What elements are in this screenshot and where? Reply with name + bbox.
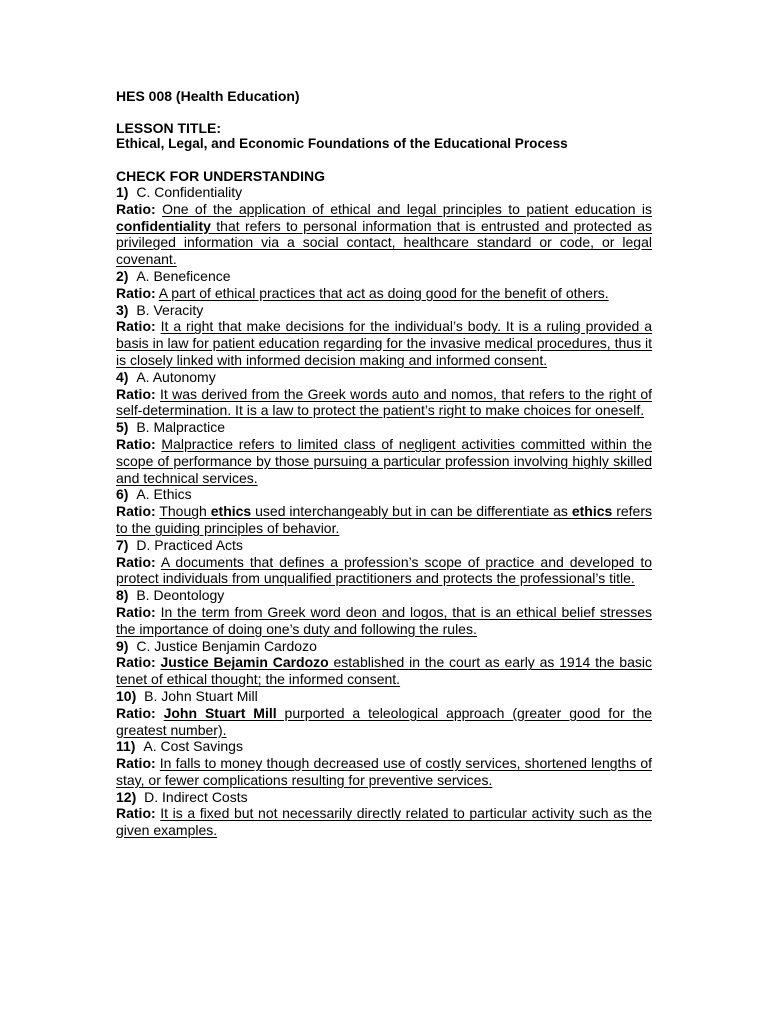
ratio-label: Ratio: <box>116 553 156 570</box>
question-line <box>116 302 652 319</box>
answer-choice: B. Veracity <box>136 301 204 318</box>
ratio-emphasis: confidentiality <box>116 217 211 234</box>
ratio-segment: A part of ethical practices that act as doing good for the benefit of others. <box>158 284 609 301</box>
ratio-text <box>116 805 652 838</box>
question-line <box>116 184 652 201</box>
answer-item <box>116 688 652 738</box>
ratio-segment: In falls to money though decreased use of costly services, shortened lengths of stay, or fewer complications resulting for preventive services. <box>116 755 652 788</box>
answer-choice: D. Practiced Acts <box>136 536 243 553</box>
ratio-label: Ratio: <box>116 654 156 671</box>
answer-choice: B. Deontology <box>136 587 225 604</box>
answer-list <box>116 184 652 839</box>
ratio-paragraph <box>116 318 652 368</box>
answer-choice: A. Ethics <box>136 486 192 503</box>
ratio-segment: One of the application of ethical and legal principles to patient education is <box>162 200 652 217</box>
ratio-text <box>116 436 652 486</box>
answer-item <box>116 486 652 536</box>
question-number: 6) <box>116 486 129 503</box>
ratio-label: Ratio: <box>116 200 156 217</box>
answer-item <box>116 268 652 302</box>
ratio-segment: established in the court as early as 1914 the basic tenet of ethical thought; the informed consent. <box>116 654 652 688</box>
ratio-segment: In the term from Greek word deon and logos, that is an ethical belief stresses the importance of doing one’s duty and following the rules. <box>116 603 652 637</box>
ratio-paragraph <box>116 503 652 537</box>
ratio-segment: refers to the guiding principles of behavior. <box>116 503 652 536</box>
ratio-emphasis: Justice Bejamin Cardozo <box>160 654 329 671</box>
ratio-label: Ratio: <box>116 284 156 301</box>
answer-choice: B. John Stuart Mill <box>144 687 258 704</box>
ratio-paragraph <box>116 805 652 839</box>
answer-choice: D. Indirect Costs <box>144 788 248 805</box>
ratio-segment: Malpractice refers to limited class of negligent activities committed within the scope of performance by those pursuing a particular profession involving highly skilled and technical services. <box>116 435 653 486</box>
answer-item <box>116 587 652 637</box>
ratio-label: Ratio: <box>116 318 156 335</box>
answer-choice: A. Beneficence <box>136 267 231 284</box>
question-line <box>116 369 652 386</box>
question-number: 2) <box>116 267 129 284</box>
ratio-label: Ratio: <box>116 704 156 721</box>
section-heading: CHECK FOR UNDERSTANDING <box>116 168 325 184</box>
question-number: 3) <box>116 301 129 318</box>
answer-item <box>116 369 652 419</box>
course-subject: HES 008 (Health Education) <box>116 88 300 104</box>
answer-choice: C. Confidentiality <box>136 184 243 200</box>
ratio-segment: A documents that defines a profession’s scope of practice and developed to protect individuals from unqualified practitioners and protects the professional’s title. <box>116 553 652 587</box>
question-line <box>116 268 652 285</box>
lesson-title-label: LESSON TITLE: <box>116 120 221 136</box>
ratio-label: Ratio: <box>116 503 156 520</box>
question-number: 11) <box>116 738 136 755</box>
question-number: 5) <box>116 419 129 436</box>
question-number: 4) <box>116 368 129 385</box>
ratio-paragraph <box>116 604 652 638</box>
question-number: 12) <box>116 788 137 805</box>
ratio-segment: It a right that make decisions for the individual’s body. It is a ruling provided a basis in law for patient education regarding for the invasive medical procedures, thus it is closely linked with informed decision making and informed consent. <box>116 318 652 368</box>
ratio-text <box>116 604 652 637</box>
answer-choice: A. Autonomy <box>136 368 216 385</box>
ratio-label: Ratio: <box>116 385 156 402</box>
ratio-segment: purported a teleological approach (greater good for the greatest number). <box>116 704 653 738</box>
ratio-text <box>116 386 652 419</box>
question-line <box>116 738 652 755</box>
lesson-title: Ethical, Legal, and Economic Foundations of the Educational Process <box>116 136 568 151</box>
ratio-text <box>116 755 652 788</box>
question-number: 9) <box>116 637 129 654</box>
ratio-text <box>116 554 652 587</box>
ratio-paragraph <box>116 436 652 486</box>
question-number: 1) <box>116 184 129 200</box>
question-number: 8) <box>116 587 129 604</box>
question-line <box>116 486 652 503</box>
ratio-segment: Though <box>159 503 211 520</box>
ratio-paragraph <box>116 554 652 588</box>
answer-item <box>116 789 652 839</box>
answer-item <box>116 419 652 486</box>
ratio-segment: It is a fixed but not necessarily directly related to particular activity such as the given examples. <box>116 805 652 839</box>
answer-item <box>116 302 652 369</box>
question-line <box>116 537 652 554</box>
ratio-paragraph <box>116 201 652 268</box>
ratio-text <box>116 201 652 267</box>
answer-item <box>116 537 652 587</box>
ratio-label: Ratio: <box>116 805 156 822</box>
ratio-emphasis: ethics <box>571 503 613 520</box>
ratio-text <box>116 705 652 738</box>
ratio-label: Ratio: <box>116 755 156 772</box>
question-number: 7) <box>116 536 129 553</box>
answer-choice: C. Justice Benjamin Cardozo <box>136 637 317 654</box>
ratio-text <box>116 503 652 536</box>
question-line <box>116 638 652 655</box>
question-line <box>116 587 652 604</box>
answer-item <box>116 638 652 688</box>
question-line <box>116 419 652 436</box>
ratio-paragraph <box>116 386 652 420</box>
ratio-text <box>116 318 652 368</box>
ratio-label: Ratio: <box>116 603 156 620</box>
ratio-emphasis: ethics <box>210 503 252 520</box>
answer-choice: A. Cost Savings <box>143 738 243 755</box>
answer-item <box>116 738 652 788</box>
ratio-emphasis: John Stuart Mill <box>163 704 277 721</box>
question-number: 10) <box>116 687 137 704</box>
ratio-text <box>116 654 652 687</box>
ratio-paragraph <box>116 285 652 302</box>
ratio-paragraph <box>116 755 652 789</box>
question-line <box>116 688 652 705</box>
ratio-paragraph <box>116 705 652 739</box>
ratio-segment: that refers to personal information that is entrusted and protected as privileged information via a social contact, healthcare standard or code, or legal covenant. <box>116 217 652 268</box>
answer-item <box>116 184 652 268</box>
ratio-paragraph <box>116 654 652 688</box>
ratio-segment: used interchangeably but in can be differentiate as <box>251 503 572 520</box>
answer-choice: B. Malpractice <box>136 419 226 436</box>
ratio-text <box>159 285 609 301</box>
ratio-label: Ratio: <box>116 435 156 452</box>
ratio-segment: It was derived from the Greek words auto and nomos, that refers to the right of self-determination. It is a law to protect the patient’s right to make choices for oneself. <box>116 385 653 419</box>
question-line <box>116 789 652 806</box>
